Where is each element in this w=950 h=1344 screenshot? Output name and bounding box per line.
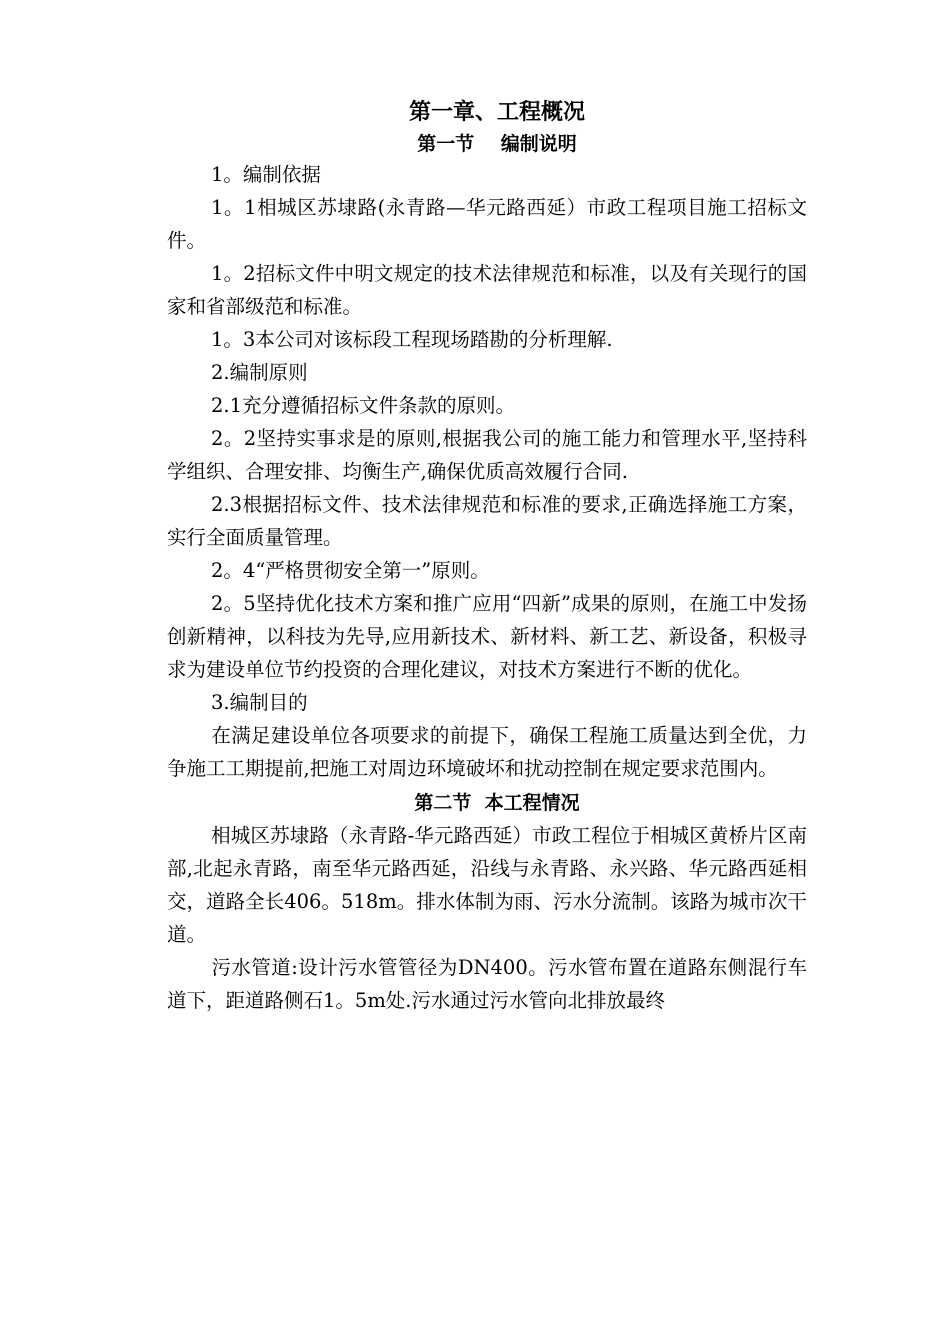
section-title-2: 第二节 本工程情况: [414, 792, 580, 814]
paragraph: 2。5坚持优化技术方案和推广应用“四新”成果的原则，在施工中发扬创新精神，以科技为先导,应用新技术、新材料、新工艺、新设备，积极寻求为建设单位节约投资的合理化建议，对技术方案进行不断的优化。: [167, 592, 807, 681]
paragraph: 2.编制原则: [211, 361, 308, 384]
paragraph: 1。3本公司对该标段工程现场踏勘的分析理解.: [211, 328, 613, 351]
paragraph: 2。4“严格贯彻安全第一”原则。: [211, 559, 490, 582]
section-title-1: 第一节 编制说明: [417, 133, 577, 155]
paragraph: 在满足建设单位各项要求的前提下，确保工程施工质量达到全优，力争施工工期提前,把施工对周边环境破坏和扰动控制在规定要求范围内。: [167, 724, 807, 780]
paragraph: 2。2坚持实事求是的原则,根据我公司的施工能力和管理水平,坚持科学组织、合理安排、均衡生产,确保优质高效履行合同.: [167, 427, 807, 483]
chapter-title: 第一章、工程概况: [408, 100, 585, 125]
paragraph: 1。编制依据: [211, 163, 321, 186]
paragraph: 1。1相城区苏埭路(永青路—华元路西延）市政工程项目施工招标文件。: [167, 196, 807, 252]
paragraph: 3.编制目的: [211, 691, 308, 714]
paragraph: 相城区苏埭路（永青路-华元路西延）市政工程位于相城区黄桥片区南部,北起永青路，南至华元路西延，沿线与永青路、永兴路、华元路西延相交，道路全长406。518m。排水体制为雨、污水分流制。该路为城市次干道。: [167, 824, 807, 946]
paragraph: 污水管道:设计污水管管径为DN400。污水管布置在道路东侧混行车道下，距道路侧石1。5m处.污水通过污水管向北排放最终: [167, 956, 807, 1012]
document-page: [167, 96, 807, 1017]
paragraph: 2.3根据招标文件、技术法律规范和标准的要求,正确选择施工方案，实行全面质量管理。: [167, 493, 807, 549]
paragraph: 2.1充分遵循招标文件条款的原则。: [211, 394, 516, 417]
paragraph: 1。2招标文件中明文规定的技术法律规范和标准，以及有关现行的国家和省部级范和标准。: [167, 262, 807, 318]
